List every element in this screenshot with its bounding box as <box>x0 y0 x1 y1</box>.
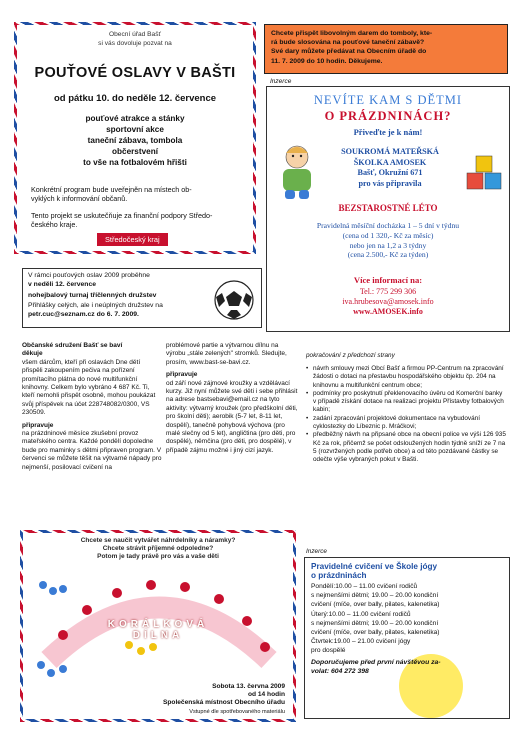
attraction-item: to vše na fotbalovém hřišti <box>83 158 187 167</box>
prepare2-text: od září nové zájmové kroužky a vzdělávací kurzy. Již nyní můžete své děti i sebe přihlásit na adrese bastsebavi@email.cz na tyto aktivity: výtvarný kroužek (pro předškolní děti, pro školní děti); aerobik (5-7 let, 8-11 let, dospělí), tanečně pohybová výchova (pro malé slečny od 5 let), angličtina (pro děti, pro dospělé), němčina (pro děti, pro dospělé), v případě zájmu možné i jiný cizí jazyk. <box>166 379 298 454</box>
attraction-item: sportovní akce <box>106 125 164 134</box>
beads-question: Chcete strávit příjemné odpoledne? <box>102 545 214 553</box>
yoga-footer <box>311 658 503 676</box>
yoga-subtitle: o prázdninách <box>311 571 367 580</box>
offer-line: Pravidelná měsíční docházka 1 – 5 dní v týdnu <box>316 221 460 230</box>
tournament-apply: Přihlášky celých, ale i neúplných družstev na <box>28 302 163 310</box>
support-line: Tento projekt se uskutečňuje za finanční podpory Středo- <box>31 211 213 220</box>
inzerce-label: Inzerce <box>270 78 292 85</box>
tombola-line: Své dary můžete předávat na Obecním úřadě do <box>271 48 427 56</box>
invite-line-2: si vás dovoluje pozvat na <box>98 39 172 47</box>
school-name-line: SOUKROMÁ MATEŘSKÁ <box>341 147 439 156</box>
yoga-line: cvičení (míče, over bally, pilates, kalenetika) <box>311 601 440 609</box>
offer-line: (cena od 1 320,- Kč za měsíc) <box>342 230 434 240</box>
tombola-line: Chcete přispět libovolným darem do tomboly, kte- <box>271 30 433 37</box>
prepare1-heading: připravuje <box>22 421 54 429</box>
program-line: vyklých k informování občanů. <box>31 194 128 204</box>
toy-blocks-illustration <box>465 151 505 195</box>
beads-place: Společenská místnost Obecního úřadu <box>162 699 285 707</box>
thanks-text: všem dárcům, kteří při oslavách Dne dětí přispěli zakoupením pečiva na pořízení promítacího plátna do nové multifunkční knihovny. Celkem bylo vybráno 4 687 Kč. Ti, kteří nemohli přispět osobně, mohou poukázat svůj příspěvek na účet 228748082/0300, VS 230509. <box>22 358 156 417</box>
region-badge: Středočeský kraj <box>97 233 168 246</box>
poster-program <box>31 185 192 204</box>
tombola-line: 11. 7. 2009 do 10 hodin. Děkujeme. <box>271 57 383 65</box>
beads-details <box>163 683 285 716</box>
beads-time: od 14 hodin <box>248 691 285 699</box>
prepare2-heading: připravuje <box>166 371 198 379</box>
column-3 <box>306 352 506 465</box>
school-ad-welcome: Přiveďte je k nám! <box>353 127 423 137</box>
school-name-line: pro vás připravila <box>358 178 422 188</box>
school-email[interactable]: iva.hrubesova@amosek.info <box>342 297 434 306</box>
school-name <box>317 147 463 189</box>
poster-attractions <box>17 113 253 168</box>
tournament-line: v neděli 12. července <box>28 280 97 288</box>
continuation-label: pokračování z předchozí strany <box>306 352 395 359</box>
yoga-line: s nejmenšími dětmi; 19.00 – 20.00 kondiční <box>311 592 439 600</box>
program-line: Konkrétní program bude uveřejněn na místech ob- <box>31 185 192 194</box>
school-ad <box>266 86 510 332</box>
poster-date: od pátku 10. do neděle 12. července <box>53 93 217 104</box>
inzerce-label-yoga: Inzerce <box>306 548 327 555</box>
tombola-notice <box>264 24 508 74</box>
beads-title: KORÁLKOVÁ DÍLNA <box>107 619 209 641</box>
yoga-line: pro dospělé <box>311 647 346 655</box>
attraction-item: pouťové atrakce a stánky <box>85 114 185 123</box>
beads-question: Chcete se naučit vytvářet náhrdelníky a náramky? <box>80 537 236 544</box>
org-line: Občanské sdružení Bašť se baví <box>22 342 123 349</box>
school-offer <box>267 221 509 260</box>
poster-support <box>31 211 212 230</box>
school-name-line: ŠKOLKA AMOSEK <box>353 157 427 167</box>
attraction-item: taneční zábava, tombola <box>87 136 183 145</box>
tournament-line: nohejbalový turnaj tříčlenných družstev <box>28 291 157 299</box>
support-line: českého kraje. <box>31 220 78 230</box>
school-ad-head2: O PRÁZDNINÁCH? <box>324 109 452 123</box>
cont-text: problémové partie a výtvarnou dílnu na výrobu „stále zelených" stromků. Sledujte, prosím, www.bast-se-bavi.cz. <box>166 342 287 366</box>
beads-question: Potom je tady právě pro vás a vaše děti <box>97 553 219 561</box>
beads-entry: Vstupné dle spotřebovaného materiálu <box>189 708 285 715</box>
invite-line-1: Obecní úřad Bašť <box>109 31 161 38</box>
decision-item: • zadání zpracování projektové dokumentace na vybudování cyklostezky do Líbeznic p. Mráčkovi; <box>306 415 506 432</box>
child-illustration <box>273 143 321 201</box>
poster-title: POUŤOVÉ OSLAVY V BAŠTI <box>34 65 236 81</box>
yoga-line: Pondělí:10.00 – 11.00 cvičení rodičů <box>311 583 418 590</box>
thanks-heading: děkuje <box>22 350 43 358</box>
school-name-line: Bašť, Okružní 671 <box>357 168 423 178</box>
festival-poster <box>14 22 256 254</box>
decision-item: • návrh smlouvy mezi Obcí Bašť a firmou PP-Centrum na zpracování žádosti o dotaci na přestavbu hospodářského objektu čp. 204 na knihovnu a multifunkční centrum obce; <box>306 365 506 390</box>
decision-list <box>306 365 506 465</box>
column-2 <box>166 342 298 455</box>
column-1 <box>22 342 162 472</box>
yoga-title: Pravidelné cvičení ve Škole jógy <box>311 562 438 571</box>
poster-invite <box>17 31 253 48</box>
yoga-line: Čtvrtek:19.00 – 21.00 cvičení jógy <box>311 638 411 646</box>
attraction-item: občerstvení <box>112 147 158 156</box>
yoga-footer-line: Doporučujeme před první návštěvou za- <box>311 658 441 666</box>
beads-workshop-box <box>20 530 296 722</box>
beads-questions <box>27 537 289 562</box>
school-web[interactable]: www.AMOSEK.info <box>353 307 423 316</box>
school-contacts <box>267 287 509 317</box>
yoga-line: s nejmenšími dětmi; 19.00 – 20.00 kondiční <box>311 619 439 627</box>
tournament-line: V rámci pouťových oslav 2009 proběhne <box>28 272 150 279</box>
school-phone: Tel.: 775 299 306 <box>359 287 417 296</box>
tournament-box <box>22 268 262 328</box>
offer-line: (cena 2.500,- Kč za týden) <box>347 250 429 260</box>
prepare1-text: na prázdninové měsíce zkušební provoz mateřského centra. Každé pondělí dopoledne bude pro maminky s dětmi připraven program. V červenci se můžete těšit na výtvarné nápady pro nejmenší, posilovací cvičení na <box>22 430 162 471</box>
decision-item: • podmínky pro poskytnutí překlenovacího úvěru od Komerční banky v případě získání dotace na realizaci projektu Přístavby fotbalových kabin; <box>306 390 506 415</box>
school-more-info: Více informací na: <box>353 275 423 285</box>
offer-line: nebo jen na 1,2 a 3 týdny <box>349 240 427 250</box>
school-summer: BEZSTAROSTNÉ LÉTO <box>338 203 438 213</box>
yoga-line: cvičení (míče, over bally, pilates, kalenetika) <box>311 629 440 637</box>
school-ad-head1: NEVÍTE KAM S DĚTMI <box>313 93 463 107</box>
tournament-apply-email: petr.cuc@seznam.cz do 6. 7. 2009. <box>28 311 139 319</box>
beads-date: Sobota 13. června 2009 <box>212 683 285 690</box>
yoga-box <box>304 557 510 719</box>
yoga-line: Úterý:10.00 – 11.00 cvičení rodičů <box>311 610 411 618</box>
yoga-schedule <box>311 582 503 656</box>
tombola-line: rá bude slosována na pouťové taneční zábavě? <box>271 39 425 47</box>
football-icon <box>213 279 255 321</box>
yoga-footer-line: volat: 604 272 398 <box>311 667 369 675</box>
decision-item: • předběžný návrh na připsané obce na obecní police ve výši 126 935 Kč za rok, přičemž se počet odsloužených hodin týdně sníží ze 7 na 5 (rozvržených podle potřeb obce) a od této pozdávané částky se odečte výše vybraných pokut v Bašti. <box>306 431 506 464</box>
